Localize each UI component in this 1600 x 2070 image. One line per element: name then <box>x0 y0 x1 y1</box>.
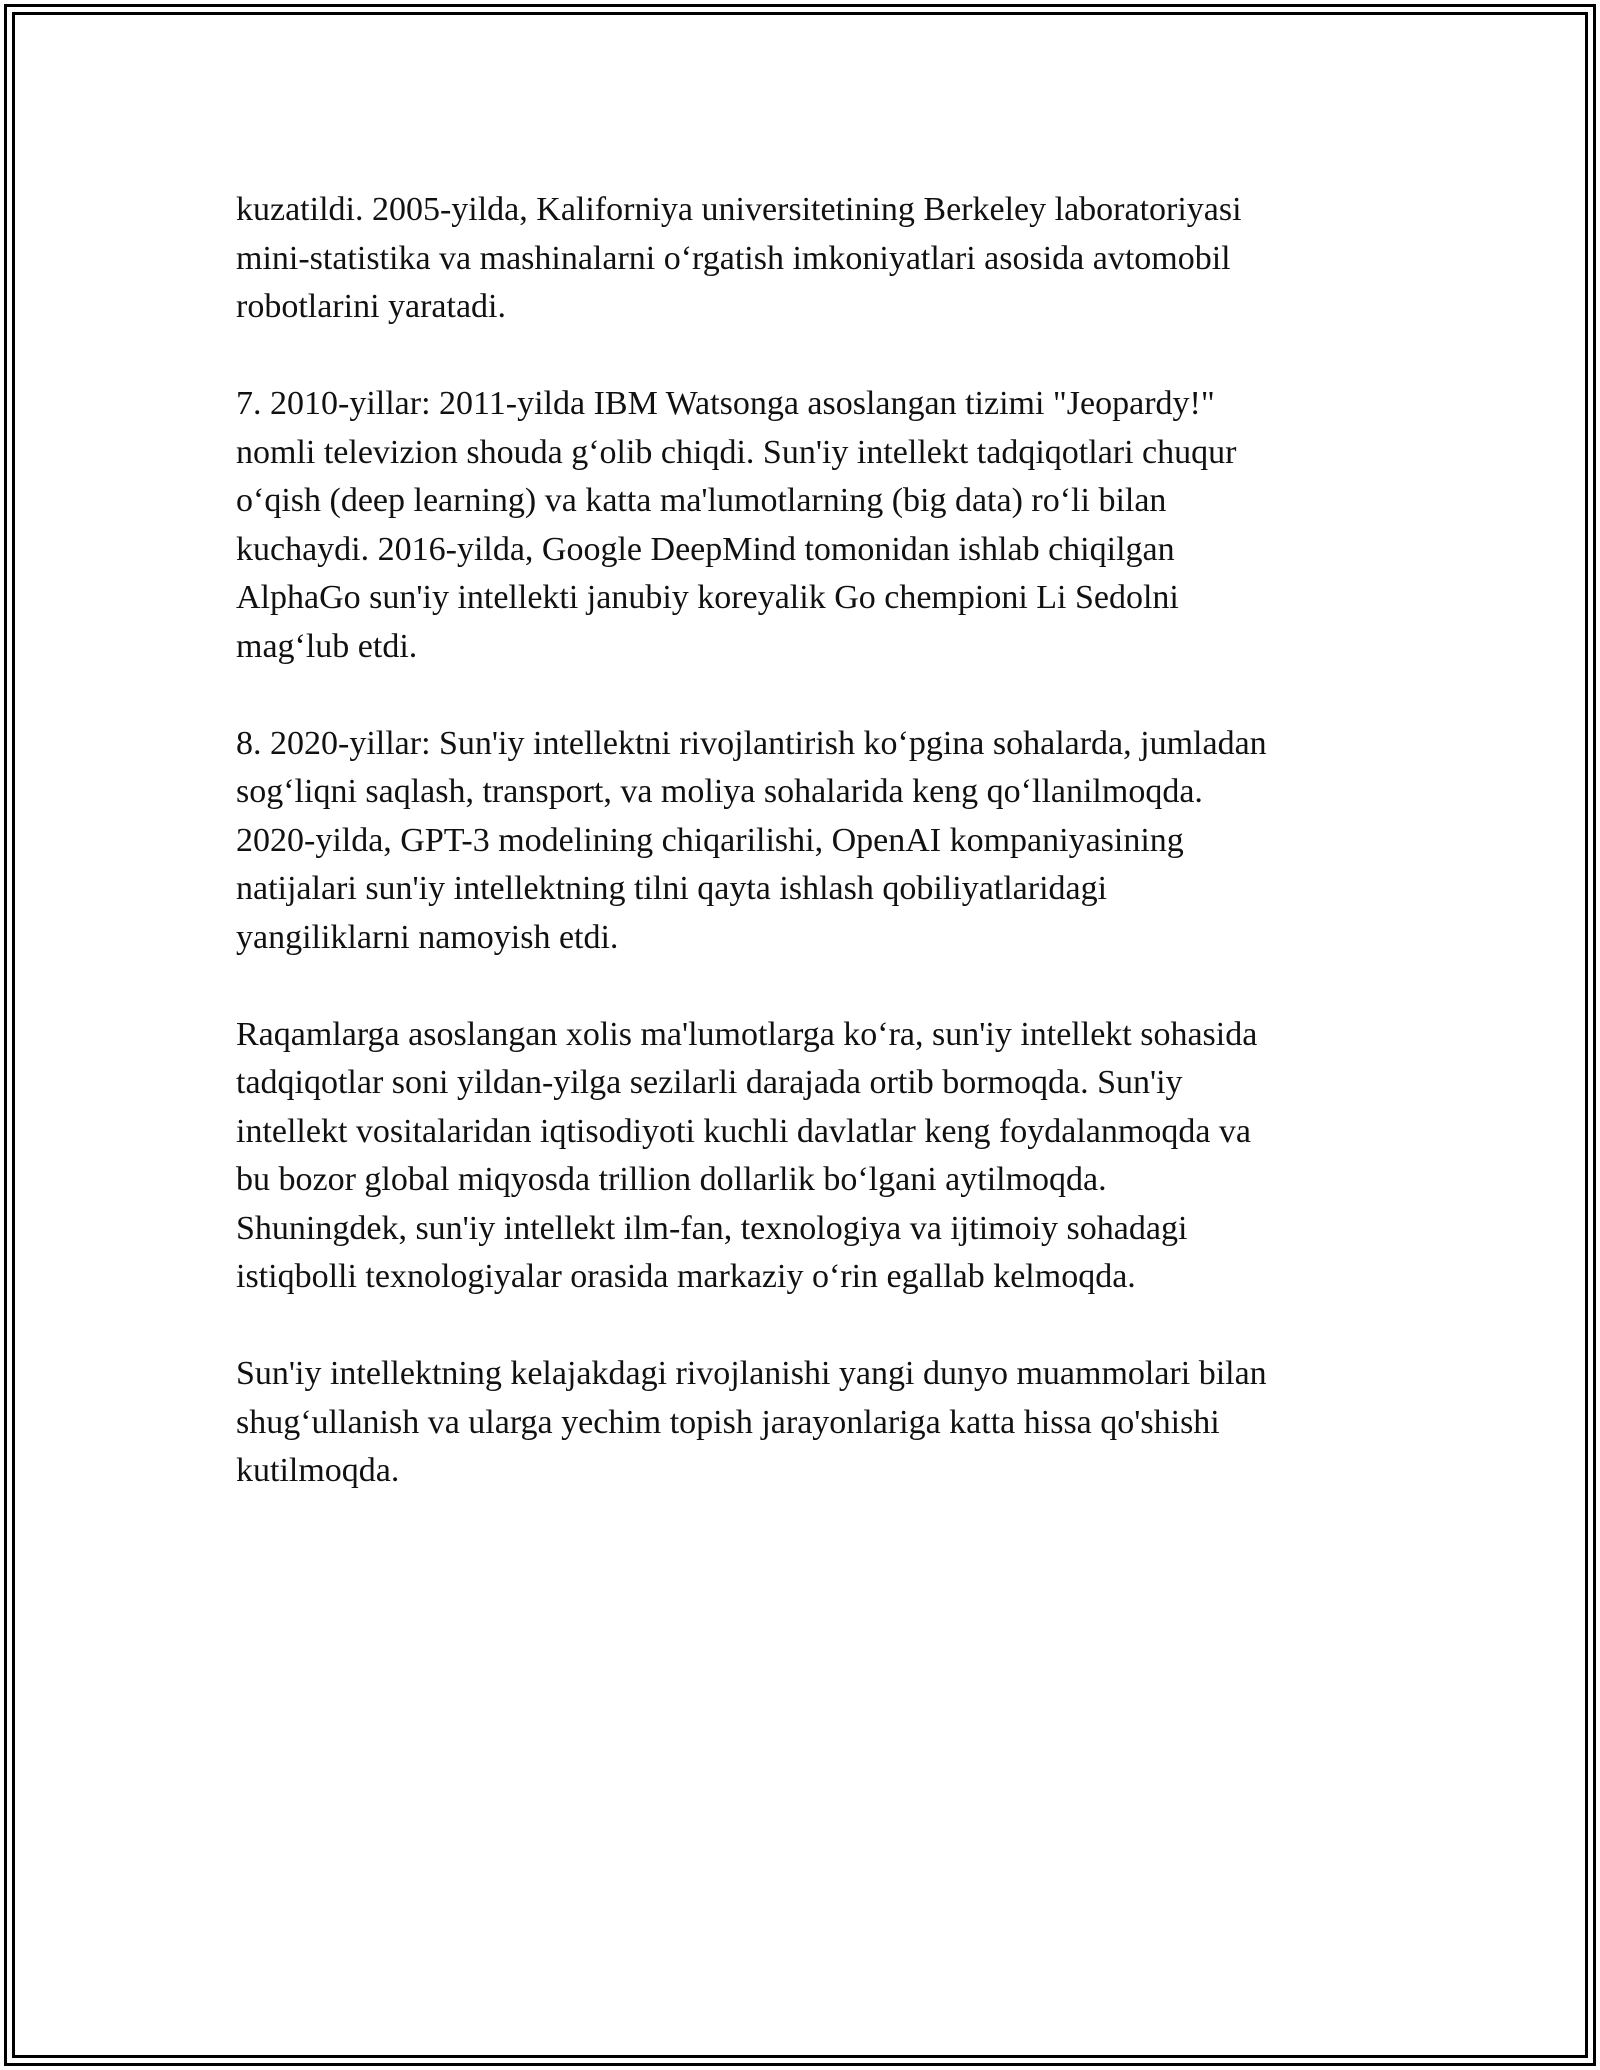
paragraph-future: Sun'iy intellektning kelajakdagi rivojlanishi yangi dunyo muammolari bilan shug‘ullanish va ularga yechim topish jarayonlariga katta hissa qo'shishi kutilmoqda. <box>236 1355 1267 1489</box>
paragraph-2010s: 7. 2010-yillar: 2011-yilda IBM Watsonga asoslangan tizimi "Jeopardy!" nomli televizion shouda g‘olib chiqdi. Sun'iy intellekt tadqiqotlari chuqur o‘qish (deep learning) va katta ma'lumotlarning (big data) ro‘li bilan kuchaydi. 2016-yilda, Google DeepMind tomonidan ishlab chiqilgan AlphaGo sun'iy intellekti janubiy koreyalik Go chempioni Li Sedolni mag‘lub etdi. <box>236 385 1237 665</box>
paragraph-2020s: 8. 2020-yillar: Sun'iy intellektni rivojlantirish ko‘pgina sohalarda, jumladan sog‘liqni saqlash, transport, va moliya sohalarida keng qo‘llanilmoqda. 2020-yilda, GPT-3 modelining chiqarilishi, OpenAI kompaniyasining natijalari sun'iy intellektning tilni qayta ishlash qobiliyatlaridagi yangiliklarni namoyish etdi. <box>236 724 1267 956</box>
document-body <box>236 186 1366 1544</box>
paragraph-statistics: Raqamlarga asoslangan xolis ma'lumotlarga ko‘ra, sun'iy intellekt sohasida tadqiqotlar soni yildan-yilga sezilarli darajada ortib bormoqda. Sun'iy intellekt vositalaridan iqtisodiyoti kuchli davlatlar keng foydalanmoqda va bu bozor global miqyosda trillion dollarlik bo‘lgani aytilmoqda. Shuningdek, sun'iy intellekt ilm-fan, texnologiya va ijtimoiy sohadagi istiqbolli texnologiyalar orasida markaziy o‘rin egallab kelmoqda. <box>236 1015 1258 1295</box>
paragraph-berkeley: kuzatildi. 2005-yilda, Kaliforniya universitetining Berkeley laboratoriyasi mini-statistika va mashinalarni o‘rgatish imkoniyatlari asosida avtomobil robotlarini yaratadi. <box>236 191 1242 325</box>
